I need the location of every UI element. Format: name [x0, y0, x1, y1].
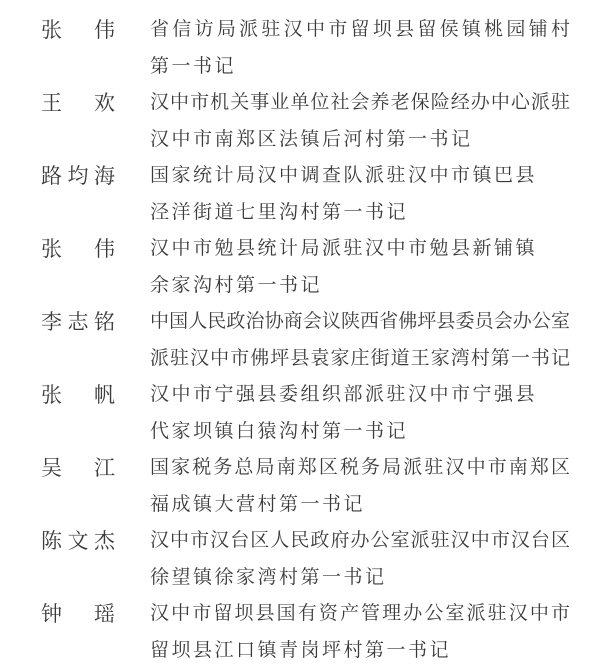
assignment-description	[150, 12, 570, 85]
description-line: 汉中市宁强县委组织部派驻汉中市宁强县	[150, 384, 538, 405]
person-name: 张帆	[41, 383, 115, 407]
description-line: 省信访局派驻汉中市留坝县留侯镇桃园铺村	[150, 19, 570, 40]
description-line: 汉中市南郑区法镇后河村第一书记	[150, 128, 473, 150]
description-line: 中国人民政治协商会议陕西省佛坪县委员会办公室	[150, 311, 570, 332]
assignment-description	[150, 596, 570, 669]
list-item	[0, 12, 600, 85]
description-line: 派驻汉中市佛坪县袁家庄街道王家湾村第一书记	[150, 347, 570, 369]
list-item	[0, 158, 600, 231]
assignment-description	[150, 523, 570, 596]
person-name: 吴江	[41, 456, 115, 480]
description-line: 国家统计局汉中调查队派驻汉中市镇巴县	[150, 165, 538, 186]
description-line: 国家税务总局南郑区税务局派驻汉中市南郑区	[150, 457, 570, 478]
assignment-description	[150, 158, 537, 231]
first-secretary-list	[0, 12, 600, 669]
person-name: 路均海	[41, 164, 115, 188]
assignment-description	[150, 377, 537, 450]
assignment-description	[150, 85, 570, 158]
list-item	[0, 85, 600, 158]
person-name: 钟瑶	[41, 602, 115, 626]
list-item	[0, 231, 600, 304]
person-name: 张伟	[41, 237, 115, 261]
description-line: 福成镇大营村第一书记	[150, 493, 366, 515]
assignment-description	[150, 304, 570, 377]
assignment-description	[150, 450, 570, 523]
description-line: 汉中市勉县统计局派驻汉中市勉县新铺镇	[150, 238, 538, 259]
person-name: 陈文杰	[41, 529, 115, 553]
description-line: 留坝县江口镇青岗坪村第一书记	[150, 639, 452, 661]
person-name: 张伟	[41, 18, 115, 42]
description-line: 余家沟村第一书记	[150, 274, 323, 296]
list-item	[0, 523, 600, 596]
person-name: 王欢	[41, 91, 115, 115]
list-item	[0, 377, 600, 450]
assignment-description	[150, 231, 537, 304]
list-item	[0, 450, 600, 523]
list-item	[0, 304, 600, 377]
description-line: 第一书记	[150, 55, 237, 77]
person-name: 李志铭	[41, 310, 115, 334]
description-line: 徐望镇徐家湾村第一书记	[150, 566, 387, 588]
description-line: 泾洋街道七里沟村第一书记	[150, 201, 409, 223]
description-line: 代家坝镇白猿沟村第一书记	[150, 420, 409, 442]
description-line: 汉中市留坝县国有资产管理办公室派驻汉中市	[150, 603, 570, 624]
description-line: 汉中市汉台区人民政府办公室派驻汉中市汉台区	[150, 530, 570, 551]
list-item	[0, 596, 600, 669]
description-line: 汉中市机关事业单位社会养老保险经办中心派驻	[150, 92, 570, 113]
